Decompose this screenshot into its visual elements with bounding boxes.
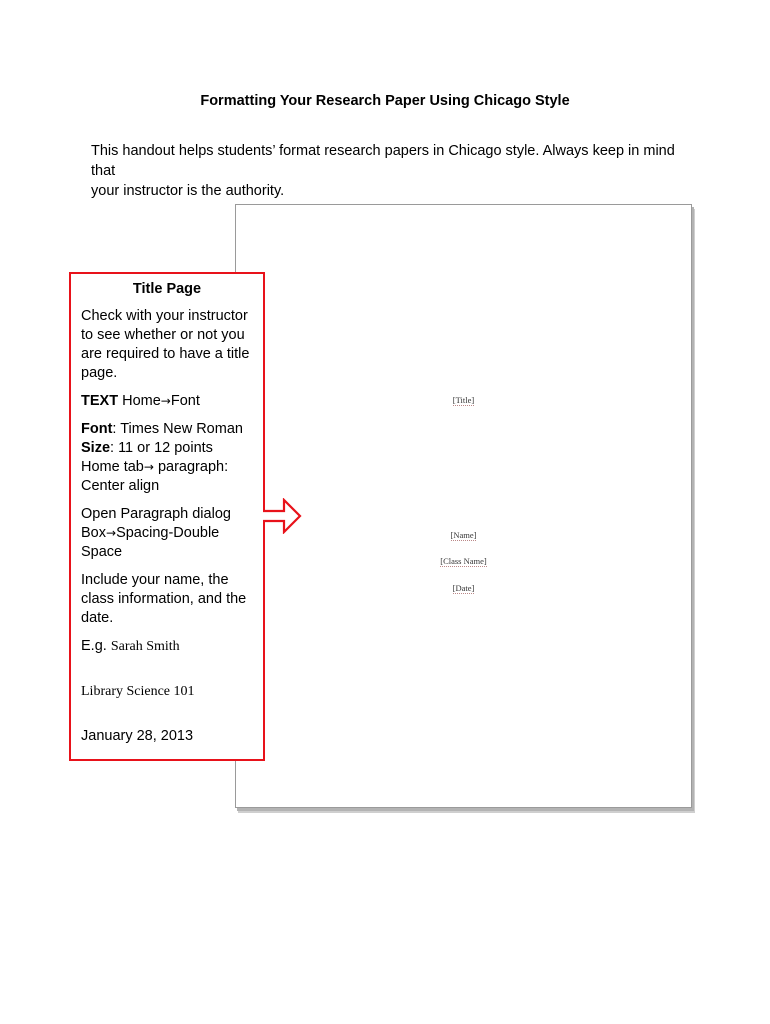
- title-page-callout: [69, 272, 265, 761]
- font-path-label: Font: [170, 393, 200, 409]
- doc-date-field: [Date]: [452, 583, 475, 593]
- font-value: : Times New Roman: [112, 421, 243, 437]
- doc-class-field: [Class Name]: [440, 556, 487, 566]
- box-label: Box: [81, 525, 106, 541]
- paragraph-label: paragraph:: [153, 459, 229, 475]
- callout-font-settings: [81, 420, 253, 496]
- arrow-right-icon: →: [106, 526, 117, 540]
- example-name: Sarah Smith: [110, 639, 180, 654]
- eg-label: E.g.: [81, 638, 107, 654]
- text-label: TEXT: [81, 393, 119, 409]
- space-label: Space: [81, 544, 123, 560]
- callout-check-text: Check with your instructor to see whether or not you are required to have a title page.: [81, 308, 250, 381]
- center-align-label: Center align: [81, 478, 160, 494]
- open-paragraph-label: Open Paragraph dialog: [81, 506, 231, 522]
- callout-heading: Title Page: [132, 281, 202, 297]
- example-class: Library Science 101: [81, 684, 195, 699]
- example-date: January 28, 2013: [81, 728, 194, 744]
- callout-paragraph-settings: [81, 505, 253, 562]
- callout-include-text: Include your name, the class information, and the date.: [81, 572, 247, 626]
- intro-line-2: your instructor is the authority.: [91, 183, 285, 199]
- home-tab-label: Home tab: [81, 459, 144, 475]
- home-label: Home: [122, 393, 161, 409]
- size-value: : 11 or 12 points: [110, 440, 213, 456]
- size-label: Size: [81, 440, 111, 456]
- doc-title-field: [Title]: [452, 395, 475, 405]
- font-label: Font: [81, 421, 113, 437]
- connector-arrow-icon: [262, 498, 302, 534]
- callout-text-path: [81, 392, 253, 411]
- arrow-right-icon: →: [143, 460, 154, 474]
- example-name-line: [81, 637, 253, 656]
- document-page-preview: [235, 204, 692, 808]
- page-title: Formatting Your Research Paper Using Chicago Style: [200, 93, 570, 109]
- intro-line-1: This handout helps students’ format research papers in Chicago style. Always keep in mind that: [91, 143, 675, 179]
- spacing-label: Spacing-Double: [116, 525, 220, 541]
- arrow-right-icon: →: [160, 394, 171, 408]
- doc-name-field: [Name]: [450, 530, 477, 540]
- intro-text: [91, 141, 691, 201]
